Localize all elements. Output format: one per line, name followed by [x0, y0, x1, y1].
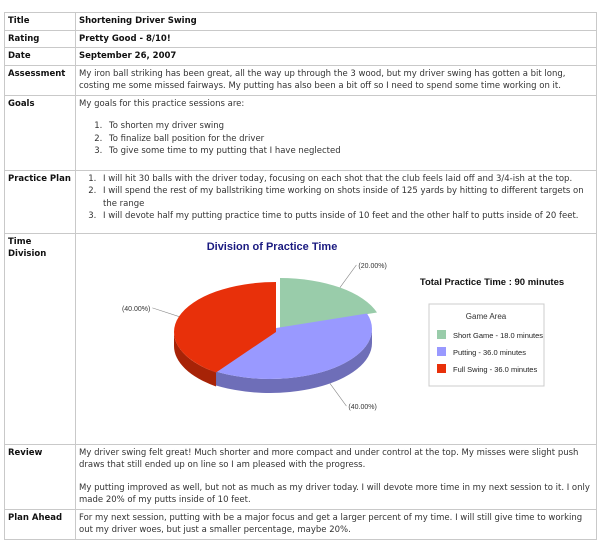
- plan-item: 3. I will devote half my putting practice time to putts inside of 10 feet and the other half to putts inside of 20 feet.: [99, 210, 593, 223]
- slice-label-leader: [340, 264, 356, 287]
- plan-ahead-value: For my next session, putting with be a major focus and get a larger percent of my time. I will still give time to working out my driver woes, but just a smaller percentage, maybe 20%.: [76, 509, 597, 539]
- legend-swatch: [437, 330, 446, 339]
- row-label-assessment: Assessment: [5, 65, 76, 95]
- row-label-practice-plan: Practice Plan: [5, 170, 76, 233]
- plan-item: 1. I will hit 30 balls with the driver today, focusing on each shot that the club feels laid off and 3/4-ish at the top.: [99, 173, 593, 186]
- goals-cell: [76, 95, 597, 170]
- practice-log-table: [4, 12, 597, 540]
- legend-label: Putting - 36.0 minutes: [453, 347, 526, 357]
- slice-percent-label: (40.00%): [348, 403, 377, 411]
- legend-label: Short Game - 18.0 minutes: [453, 330, 544, 340]
- slice-label-leader: [330, 383, 346, 406]
- row-label-review: Review: [5, 444, 76, 509]
- row-rating: [5, 30, 597, 48]
- row-label-time-division: Time Division: [5, 233, 76, 444]
- total-practice-time: Total Practice Time : 90 minutes: [419, 276, 565, 288]
- row-assessment: [5, 65, 597, 95]
- goals-intro: My goals for this practice sessions are:: [79, 98, 245, 109]
- date-value: September 26, 2007: [76, 48, 597, 66]
- assessment-value: My iron ball striking has been great, all the way up through the 3 wood, but my driver swing has gotten a bit long, costing me some missed fairways. My putting has also been a bit off so I need to spend some time working on it.: [76, 65, 597, 95]
- slice-percent-label: (40.00%): [121, 305, 151, 313]
- row-plan-ahead: [5, 509, 597, 539]
- row-date: [5, 48, 597, 66]
- pie-chart: [76, 234, 590, 444]
- rating-value: Pretty Good - 8/10!: [76, 30, 597, 48]
- row-label-date: Date: [5, 48, 76, 66]
- row-label-title: Title: [5, 13, 76, 31]
- row-label-goals: Goals: [5, 95, 76, 170]
- legend-label: Full Swing - 36.0 minutes: [453, 364, 538, 374]
- row-time-division: [5, 233, 597, 444]
- chart-title: Division of Practice Time: [206, 240, 338, 253]
- goal-item: 1. To shorten my driver swing: [105, 120, 593, 133]
- row-goals: [5, 95, 597, 170]
- goal-item: 3. To give some time to my putting that I have neglected: [105, 145, 593, 158]
- row-title: [5, 13, 597, 31]
- title-value: Shortening Driver Swing: [76, 13, 597, 31]
- row-label-plan-ahead: Plan Ahead: [5, 509, 76, 539]
- row-practice-plan: [5, 170, 597, 233]
- time-division-cell: [76, 233, 597, 444]
- chart-legend: [429, 304, 544, 386]
- pie-slices: [122, 262, 387, 410]
- plan-item: 2. I will spend the rest of my ballstriking time working on shots inside of 125 yards by hitting to different targets on the range: [99, 185, 593, 210]
- goal-item: 2. To finalize ball position for the driver: [105, 133, 593, 146]
- review-paragraph-1: My driver swing felt great! Much shorter and more compact and under control at the top. My misses were slight push draws that still ended up on line so I am pleased with the progress.: [79, 447, 579, 470]
- practice-plan-list: [79, 173, 593, 223]
- review-cell: [76, 444, 597, 509]
- legend-title: Game Area: [465, 311, 507, 321]
- slice-percent-label: (20.00%): [358, 262, 387, 270]
- legend-swatch: [437, 364, 446, 373]
- row-label-rating: Rating: [5, 30, 76, 48]
- pie-chart-container: [76, 234, 596, 444]
- goals-list: [79, 120, 593, 158]
- practice-plan-cell: [76, 170, 597, 233]
- legend-swatch: [437, 347, 446, 356]
- review-paragraph-2: My putting improved as well, but not as much as my driver today. I will devote more time in my next session to it. I only made 20% of my putts inside of 10 feet.: [79, 482, 590, 505]
- slice-label-leader: [152, 307, 179, 316]
- row-review: [5, 444, 597, 509]
